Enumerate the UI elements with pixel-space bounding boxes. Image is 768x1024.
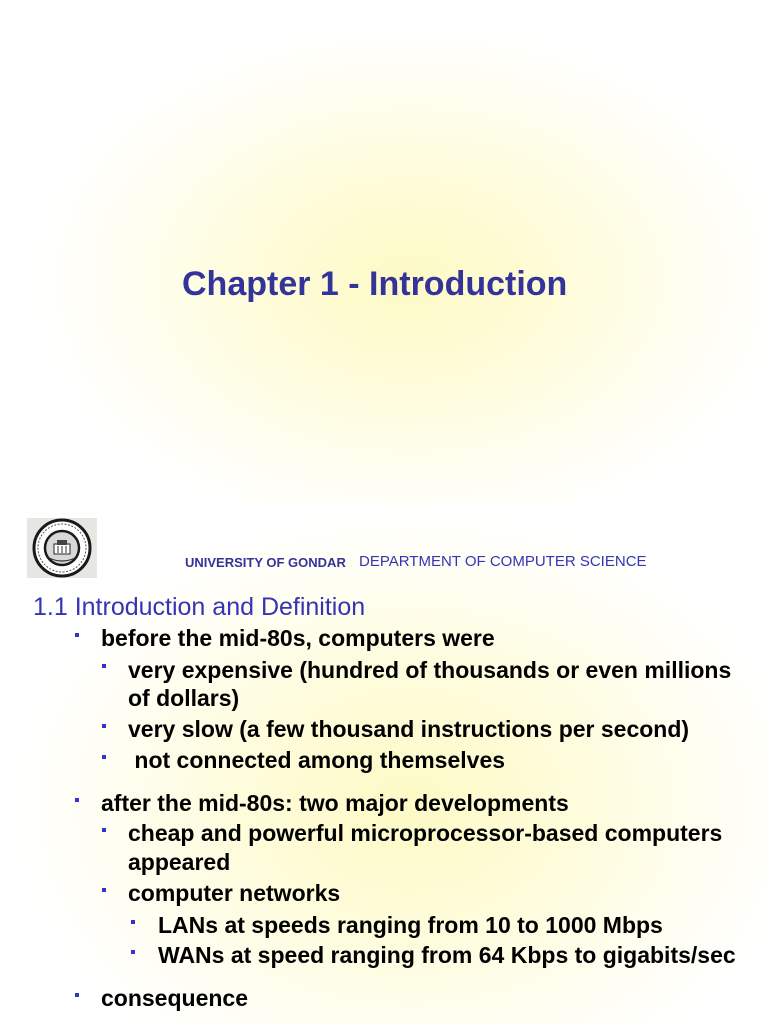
- bullet-marker: [102, 828, 106, 832]
- sub-sub-list-item: LANs at speeds ranging from 10 to 1000 Mbps: [158, 912, 663, 938]
- sub-list-item: not connected among themselves: [128, 747, 506, 773]
- university-logo: [27, 518, 97, 578]
- bullet-marker: [75, 633, 79, 637]
- section-title: 1.1 Introduction and Definition: [33, 593, 366, 621]
- sub-list-item-continuation: appeared: [128, 849, 231, 875]
- department-name: DEPARTMENT OF COMPUTER SCIENCE: [359, 553, 647, 570]
- bullet-marker: [102, 724, 106, 728]
- sub-list-item: very expensive (hundred of thousands or even millions: [128, 657, 732, 683]
- sub-list-item-continuation: of dollars): [128, 685, 240, 711]
- bullet-marker: [75, 993, 79, 997]
- bullet-marker: [102, 888, 106, 892]
- university-seal-icon: [27, 518, 97, 578]
- list-item: after the mid-80s: two major developments: [101, 790, 569, 816]
- sub-list-item: computer networks: [128, 880, 341, 906]
- bullet-marker: [131, 920, 135, 924]
- list-item: before the mid-80s, computers were: [101, 625, 495, 651]
- sub-list-item: cheap and powerful microprocessor-based computers: [128, 820, 723, 846]
- chapter-title: Chapter 1 - Introduction: [182, 265, 568, 303]
- bullet-marker: [75, 798, 79, 802]
- university-name: UNIVERSITY OF GONDAR: [185, 555, 346, 570]
- bullet-marker: [102, 664, 106, 668]
- title-slide: [0, 0, 768, 505]
- bullet-marker: [131, 950, 135, 954]
- sub-list-item: very slow (a few thousand instructions per second): [128, 716, 690, 742]
- list-item: consequence: [101, 985, 248, 1011]
- bullet-marker: [102, 755, 106, 759]
- sub-sub-list-item: WANs at speed ranging from 64 Kbps to gigabits/sec: [158, 942, 736, 968]
